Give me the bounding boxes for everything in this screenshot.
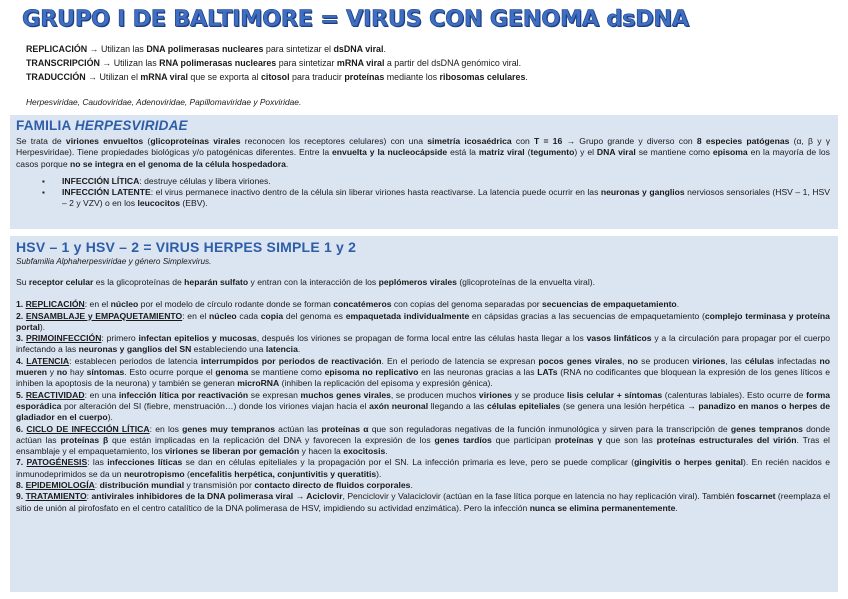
text-run: : en el — [84, 299, 111, 310]
item-number: 7. — [16, 457, 27, 468]
families-list: Herpesviridae, Caudoviridae, Adenoviridae, Papillomaviridae y Poxviridae. — [26, 97, 302, 107]
text-run: es la glicoproteínas de — [93, 277, 185, 287]
bold-text: panadizo en manos o herpes de gladiador en el cuerpo — [16, 400, 831, 423]
bold-text: REPLICACIÓN — [26, 44, 88, 54]
bold-text: heparán sulfato — [184, 277, 249, 287]
bold-text: infección lítica por reactivación — [118, 389, 249, 400]
bold-text: no — [56, 367, 68, 378]
text-run: ( — [143, 136, 151, 146]
text-run: (RNA no codificantes que bloquean la expresión de los genes líticos e inhiben la apoptosis de la neurona) y también se generan — [16, 367, 830, 389]
text-run: : las — [87, 457, 108, 468]
bold-text: episoma no replicativo — [324, 367, 419, 378]
bold-text: tegumento — [530, 147, 575, 158]
bold-text: LATs — [537, 367, 558, 378]
title-family-name: HERPESVIRIDAE — [74, 118, 188, 133]
text-run: : destruye células y libera viriones. — [139, 175, 271, 186]
bold-text: genes tempranos — [730, 423, 803, 434]
text-run: ) y el — [574, 147, 597, 158]
text-run: (EBV). — [179, 198, 208, 209]
text-run: Se trata de — [16, 136, 66, 146]
bold-text: DNA polimerasas nucleares — [146, 44, 264, 54]
text-run: . — [675, 502, 678, 513]
bold-text: células epiteliales — [486, 400, 561, 411]
item-heading: TRATAMIENTO — [25, 491, 87, 502]
bold-text: dsDNA viral — [333, 44, 384, 54]
text-run: en la mayoría de los casos porque — [16, 147, 830, 169]
text-run: . — [676, 299, 680, 310]
bold-text: neurotropismo — [123, 468, 185, 479]
bold-text: no — [627, 355, 639, 366]
text-run: y se produce — [511, 389, 567, 400]
bold-text: genoma — [215, 367, 249, 378]
item-number: 5. — [16, 389, 26, 400]
text-run: que son las — [602, 434, 657, 445]
item-number: 2. — [16, 310, 26, 321]
bold-text: interrumpidos por periodos de reactivación — [200, 355, 382, 366]
text-run: nerviosos sensoriales (HSV – 1, HSV – 2 y VZV) o en los — [62, 187, 830, 209]
intro-line — [26, 42, 528, 56]
bold-text: infecciones líticas — [107, 457, 183, 468]
bold-text: DNA viral — [596, 147, 636, 158]
text-run: , — [622, 355, 628, 366]
text-run: y hacen la — [299, 446, 344, 457]
text-run: . Esto ocurre porque el — [124, 367, 216, 378]
item-reactividad — [16, 390, 830, 424]
bold-text: concatémeros — [333, 299, 392, 310]
text-run: . Tras el ensamblaje y el empaquetamiento, los — [16, 434, 830, 457]
text-run: cada — [236, 310, 261, 321]
text-run: : en una — [84, 389, 119, 400]
item-replicacion — [16, 299, 830, 310]
text-run: se producen — [638, 355, 693, 366]
bold-text: envuelta y la nucleocápside — [332, 147, 448, 158]
text-run: : — [94, 480, 100, 491]
item-heading: REACTIVIDAD — [25, 389, 85, 400]
bold-text: proteínas α — [321, 423, 369, 434]
text-run: , Penciclovir y Valaciclovir (actúan en la fase lítica porque en latencia no hay replicación viral). También — [342, 491, 737, 502]
bold-text: latencia — [265, 344, 298, 355]
bold-text: receptor celular — [28, 277, 94, 287]
title-prefix: FAMILIA — [16, 118, 75, 133]
text-run: del genoma es — [283, 310, 346, 321]
text-run: se mantiene como — [635, 147, 713, 158]
text-run: por alteración del SI (fiebre, menstruación…) donde los viriones viajan hacia el — [61, 400, 370, 411]
bold-text: mRNA viral — [140, 72, 188, 82]
text-run: (inhiben la replicación del episoma y expresión génica). — [279, 378, 493, 389]
text-run: : el virus permanece inactivo dentro de la célula sin liberar viriones hasta reactivarse. La latencia puede ocurrir en las — [150, 187, 601, 198]
bold-text: células — [744, 355, 775, 366]
item-ciclo-litico — [16, 424, 830, 458]
infection-types-list — [16, 176, 830, 210]
text-run: está la — [447, 147, 479, 158]
text-run: ). — [39, 321, 46, 332]
text-run: que están implicadas en la replicación del DNA y favorecen la expresión de los — [108, 434, 435, 445]
text-run: y — [47, 367, 57, 378]
bold-text: mRNA viral — [336, 58, 385, 68]
bold-text: proteínas estructurales del virión — [656, 434, 797, 445]
item-heading: EPIDEMIOLOGÍA — [25, 480, 95, 491]
text-run: que se exporta al — [187, 72, 261, 82]
bold-text: copia — [260, 310, 284, 321]
text-run: → Utilizan el — [85, 72, 141, 82]
bold-text: viriones envueltos — [65, 136, 144, 146]
text-run: . — [525, 72, 528, 82]
text-run: ). — [376, 468, 382, 479]
item-number: 8. — [16, 480, 26, 491]
bold-text: secuencias de empaquetamiento — [542, 299, 677, 310]
bold-text: ribosomas celulares — [439, 72, 526, 82]
text-run: mediante los — [384, 72, 440, 82]
bold-text: síntomas — [86, 367, 125, 378]
text-run: y transmisión por — [184, 480, 255, 491]
bold-text: distribución mundial — [99, 480, 185, 491]
text-run: se dan en células epiteliales y la propagación por el SN. La infección primaria es leve, pero se puede complicar ( — [182, 457, 635, 468]
bullet-latent-infection — [62, 187, 830, 210]
bold-text: axón neuronal — [369, 400, 429, 411]
hsv-box — [10, 236, 838, 592]
hsv-items-list — [16, 299, 830, 514]
text-run: en cápsidas gracias a las secuencias de empaquetamiento ( — [469, 310, 705, 321]
bold-text: T = 16 — [533, 136, 563, 146]
bold-text: matriz viral — [478, 147, 525, 158]
bold-text: contacto directo de fluidos corporales — [254, 480, 411, 491]
item-number: 4. — [16, 355, 27, 366]
text-run: por el modelo de círculo rodante donde se forman — [138, 299, 334, 310]
bold-text: proteínas β — [60, 434, 109, 445]
text-run: ( — [184, 468, 190, 479]
intro-section — [26, 42, 528, 84]
bold-text: lisis celular + síntomas — [566, 389, 663, 400]
item-heading: PATOGÉNESIS — [26, 457, 88, 468]
bullet-lytic-infection — [62, 176, 830, 187]
bold-text: INFECCIÓN LATENTE — [62, 187, 151, 198]
herpesviridae-title — [16, 118, 830, 134]
text-run: y a la circulación para propagar por el cuerpo infectando a las — [16, 333, 831, 355]
item-heading: ENSAMBLAJE y EMPAQUETAMIENTO — [25, 310, 183, 321]
herpesviridae-paragraph — [16, 136, 830, 170]
item-number: 6. — [16, 423, 27, 434]
text-run: se mantiene como — [248, 367, 325, 378]
bold-text: no mueren — [16, 355, 831, 378]
text-run: estableciendo una — [191, 344, 266, 355]
text-run: (α, β y γ Herpesviridae). Tiene propiedades biológicas y/o patogénicas diferentes. Entre la — [16, 136, 831, 158]
bold-text: muchos genes virales — [300, 389, 391, 400]
bold-text: leucocitos — [137, 198, 180, 209]
text-run: reconocen los receptores celulares) con una — [240, 136, 428, 146]
item-tratamiento — [16, 491, 830, 514]
bold-text: no se integra en el genoma de la célula hospedadora — [69, 158, 286, 169]
text-run: : — [86, 491, 92, 502]
herpesviridae-box — [10, 115, 838, 229]
text-run: a partir del dsDNA genómico viral. — [384, 58, 522, 68]
bold-text: proteínas — [344, 72, 385, 82]
text-run: . — [410, 480, 413, 491]
item-number: 9. — [16, 491, 26, 502]
text-run: → Utilizan las — [99, 58, 160, 68]
text-run: para traducir — [289, 72, 345, 82]
text-run: . — [297, 344, 301, 355]
item-epidemiologia — [16, 480, 830, 491]
bold-text: gingivitis o herpes genital — [634, 457, 743, 468]
item-number: 3. — [16, 333, 26, 344]
text-run: → Grupo grande y diverso con — [562, 136, 697, 146]
bold-text: pocos genes virales — [538, 355, 622, 366]
item-heading: CICLO DE INFECCIÓN LÍTICA — [26, 423, 150, 434]
text-run: ). En recién nacidos e inmunodeprimidos se da un — [16, 457, 830, 479]
bold-text: núcleo — [110, 299, 139, 310]
bold-text: episoma — [712, 147, 748, 158]
text-run: , las — [725, 355, 745, 366]
item-primoinfeccion — [16, 333, 830, 356]
text-run: → Utilizan las — [87, 44, 147, 54]
bold-text: genes muy tempranos — [182, 423, 275, 434]
text-run: . — [383, 44, 386, 54]
text-run: que son reguladoras negativas de la función inmunológica y sirven para la transcripción de — [368, 423, 731, 434]
bold-text: microRNA — [237, 378, 280, 389]
item-heading: PRIMOINFECCIÓN — [25, 333, 102, 344]
bold-text: vasos linfáticos — [586, 333, 652, 344]
text-run: y entran con la interacción de los — [248, 277, 379, 287]
item-number: 1. — [16, 299, 26, 310]
text-run: , se producen muchos — [390, 389, 479, 400]
text-run: . — [385, 446, 388, 457]
item-ensamblaje — [16, 311, 830, 334]
text-run: Su — [16, 277, 29, 287]
bold-text: RNA polimerasas nucleares — [159, 58, 277, 68]
text-run: con copias del genoma separadas por — [391, 299, 542, 310]
page-title: GRUPO I DE BALTIMORE = VIRUS CON GENOMA dsDNA — [22, 6, 689, 32]
text-run: que participan — [491, 434, 555, 445]
text-run: para sintetizar — [276, 58, 337, 68]
bold-text: forma esporádica — [16, 389, 830, 411]
text-run: en las neuronas gracias a las — [418, 367, 538, 378]
text-run: (calenturas labiales). Esto ocurre de — [662, 389, 807, 400]
bold-text: glicoproteínas virales — [150, 136, 241, 146]
text-run: , después los viriones se propagan de forma local entre las células hasta llegar a los — [256, 333, 587, 344]
bold-text: TRANSCRIPCIÓN — [26, 58, 100, 68]
bold-text: neuronas y ganglios del SN — [78, 344, 192, 355]
text-run: . — [285, 158, 289, 169]
bold-text: citosol — [260, 72, 290, 82]
item-patogenesis — [16, 457, 830, 480]
item-heading: REPLICACIÓN — [25, 299, 85, 310]
bold-text: complejo terminasa y proteína portal — [16, 310, 830, 332]
bold-text: peplómeros virales — [378, 277, 457, 287]
text-run: para sintetizar el — [263, 44, 334, 54]
bold-text: nunca se elimina permanentemente — [529, 502, 676, 513]
bold-text: exocitosis — [343, 446, 386, 457]
bold-text: simetría icosaédrica — [427, 136, 512, 146]
bold-text: empaquetada individualmente — [345, 310, 470, 321]
bold-text: núcleo — [208, 310, 237, 321]
text-run: ( — [524, 147, 531, 158]
text-run: : establecen periodos de latencia — [69, 355, 201, 366]
bold-text: encefalitis herpética, conjuntivitis y queratitis — [189, 468, 377, 479]
text-run: llegando a las — [428, 400, 487, 411]
receptor-paragraph — [16, 277, 830, 288]
bold-text: 8 especies patógenas — [696, 136, 790, 146]
text-run: (glicoproteínas de la envuelta viral). — [456, 277, 595, 287]
text-run: infectadas — [774, 355, 820, 366]
bold-text: antivirales inhibidores de la DNA polimerasa viral → Aciclovir — [91, 491, 343, 502]
text-run: . En el periodo de latencia se expresan — [381, 355, 539, 366]
text-run: (se genera una lesión herpética → — [560, 400, 699, 411]
text-run: con — [511, 136, 534, 146]
item-heading: LATENCIA — [26, 355, 70, 366]
bold-text: foscarnet — [736, 491, 776, 502]
text-run: hay — [67, 367, 87, 378]
bold-text: neuronas y ganglios — [600, 187, 685, 198]
bold-text: viriones — [478, 389, 512, 400]
intro-line — [26, 70, 528, 84]
hsv-subtitle: Subfamilia Alphaherpesviridae y género Simplexvirus. — [16, 257, 212, 266]
text-run: se expresan — [248, 389, 301, 400]
bold-text: viriones se liberan por gemación — [165, 446, 300, 457]
text-run: actúan las — [274, 423, 322, 434]
text-run: : primero — [101, 333, 139, 344]
bold-text: TRADUCCIÓN — [26, 72, 86, 82]
bold-text: viriones — [692, 355, 726, 366]
text-run: ). — [107, 412, 113, 423]
text-run: donde actúan las — [16, 423, 830, 445]
bold-text: infectan epitelios y mucosas — [138, 333, 257, 344]
hsv-title: HSV – 1 y HSV – 2 = VIRUS HERPES SIMPLE 1 y 2 — [16, 239, 357, 255]
bold-text: proteínas γ — [554, 434, 603, 445]
bold-text: genes tardíos — [434, 434, 492, 445]
item-latencia — [16, 356, 830, 390]
bold-text: INFECCIÓN LÍTICA — [62, 175, 140, 186]
text-run: : en los — [149, 423, 183, 434]
text-run: (reemplaza el sitio de unión al pirofosfato en el centro catalítico de la DNA polimerasa de HSV, impidiendo su actividad enzimática). Pero la infección — [16, 491, 830, 513]
text-run: : en el — [182, 310, 209, 321]
intro-line — [26, 56, 528, 70]
